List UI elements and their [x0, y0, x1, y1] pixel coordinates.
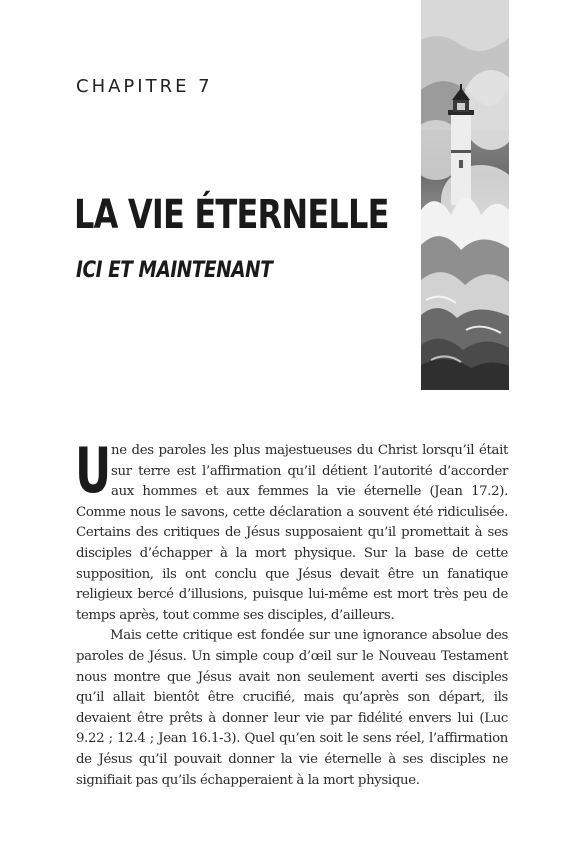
- chapter-subtitle: ICI ET MAINTENANT: [76, 258, 273, 283]
- chapter-title: LA VIE ÉTERNELLE: [74, 192, 389, 238]
- chapter-label: CHAPITRE 7: [76, 76, 213, 97]
- drop-cap: U: [75, 434, 111, 507]
- paragraph-text: ne des paroles les plus majestueuses du Christ lorsqu’il était sur terre est l’affirmation qu’il détient l’autorité d’accorder aux hommes et aux femmes la vie éternelle (Jean 17.2). Comme nous le savons, cette déclaration a souvent été ridiculisée. Certains des critiques de Jésus supposaient qu’il promettait à ses disciples d’échapper à la mort physique. Sur la base de cette supposition, ils ont conclu que Jésus devait être un fanatique religieux bercé d’illusions, puisque lui-même est mort très peu de temps après, tout comme ses disciples, d’ailleurs.: [76, 443, 508, 623]
- paragraph: [75, 434, 508, 626]
- body-text: [75, 434, 508, 791]
- paragraph: Mais cette critique est fondée sur une ignorance absolue des paroles de Jésus. Un simple coup d’œil sur le Nouveau Testament nous montre que Jésus avait non seulement averti ses disciples qu’il allait bientôt être crucifié, mais qu’après son départ, ils devaient être prêts à donner leur vie par fidélité envers lui (Luc 9.22 ; 12.4 ; Jean 16.1-3). Quel qu’en soit le sens réel, l’affirmation de Jésus qu’il pouvait donner la vie éternelle à ses disciples ne signifiait pas qu’ils échapperaient à la mort physique.: [76, 628, 508, 788]
- lighthouse-photo: [421, 0, 509, 390]
